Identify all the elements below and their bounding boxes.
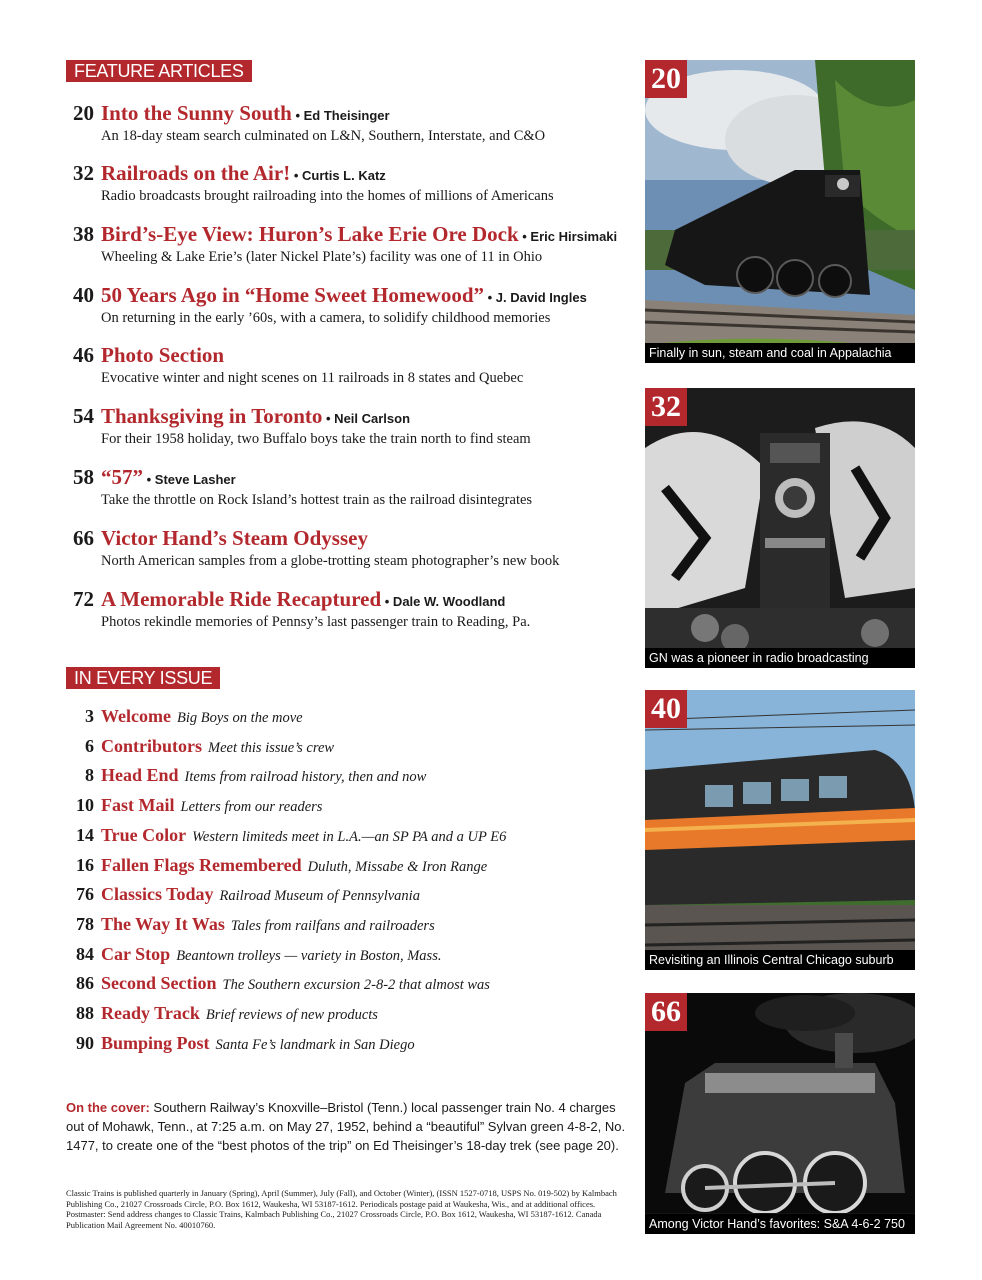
feature-desc: Evocative winter and night scenes on 11 railroads in 8 states and Quebec — [101, 370, 524, 386]
issue-title[interactable]: Car Stop — [101, 944, 171, 964]
photo-page-badge: 40 — [645, 690, 687, 728]
photo-caption: Finally in sun, steam and coal in Appalachia — [645, 343, 915, 363]
issue-desc: Railroad Museum of Pennsylvania — [219, 888, 420, 904]
feature-desc: Take the throttle on Rock Island’s hottest train as the railroad disintegrates — [101, 492, 533, 508]
feature-title[interactable]: 50 Years Ago in “Home Sweet Homewood” — [101, 283, 485, 307]
in-every-issue-label: IN EVERY ISSUE — [66, 667, 220, 689]
issue-title[interactable]: Bumping Post — [101, 1033, 210, 1053]
feature-author: • Ed Theisinger — [291, 108, 390, 123]
feature-desc: Photos rekindle memories of Pennsy’s last passenger train to Reading, Pa. — [101, 614, 531, 630]
feature-page: 54 — [73, 404, 94, 428]
steam-locomotive-image — [645, 60, 915, 363]
issue-page: 16 — [76, 855, 94, 875]
cover-text: Southern Railway’s Knoxville–Bristol (Tenn.) local passenger train No. 4 charges out of Mohawk, Tenn., at 7:25 a.m. on May 27, 1952, behind a “beautiful” Sylvan green 4-8-2, No. 1477, to create one of the “best photos of the trip” on Ed Theisinger’s 18-day trek (see page 20). — [66, 1100, 626, 1153]
feature-title[interactable]: Thanksgiving in Toronto — [101, 404, 323, 428]
issue-desc: Santa Fe’s landmark in San Diego — [215, 1037, 415, 1053]
issue-page: 3 — [85, 706, 94, 726]
photo-caption: Revisiting an Illinois Central Chicago suburb — [645, 950, 915, 970]
issue-title[interactable]: Ready Track — [101, 1003, 200, 1023]
issue-desc: Western limiteds meet in L.A.—an SP PA and a UP E6 — [192, 829, 507, 845]
feature-page: 66 — [73, 526, 94, 550]
issue-desc: Duluth, Missabe & Iron Range — [307, 859, 488, 875]
feature-title[interactable]: “57” — [101, 465, 143, 489]
issue-desc: Letters from our readers — [180, 799, 323, 815]
feature-desc: An 18-day steam search culminated on L&N, Southern, Interstate, and C&O — [101, 128, 546, 144]
photo-caption: Among Victor Hand’s favorites: S&A 4-6-2 750 — [645, 1214, 915, 1234]
photo-caption: GN was a pioneer in radio broadcasting — [645, 648, 915, 668]
issue-title[interactable]: Head End — [101, 765, 179, 785]
feature-title[interactable]: A Memorable Ride Recaptured — [101, 587, 382, 611]
issue-desc: Items from railroad history, then and now — [184, 769, 427, 785]
feature-title[interactable]: Into the Sunny South — [101, 101, 292, 125]
photo-page-badge: 20 — [645, 60, 687, 98]
photo-night-steam[interactable] — [645, 993, 915, 1234]
issue-page: 88 — [76, 1003, 94, 1023]
cover-lead: On the cover: — [66, 1100, 150, 1115]
feature-page: 40 — [73, 283, 94, 307]
feature-author: • Eric Hirsimaki — [518, 229, 618, 244]
cover-credit — [66, 1098, 626, 1155]
issue-desc: Brief reviews of new products — [205, 1007, 378, 1023]
feature-title[interactable]: Railroads on the Air! — [101, 161, 291, 185]
feature-title[interactable]: Bird’s-Eye View: Huron’s Lake Erie Ore Dock — [101, 222, 519, 246]
feature-articles-label: FEATURE ARTICLES — [66, 60, 252, 82]
issue-title[interactable]: Classics Today — [101, 884, 214, 904]
feature-title[interactable]: Photo Section — [101, 343, 225, 367]
feature-desc: For their 1958 holiday, two Buffalo boys take the train north to find steam — [101, 431, 531, 447]
issue-page: 90 — [76, 1033, 94, 1053]
feature-author: • Steve Lasher — [143, 472, 236, 487]
illinois-central-car-image — [645, 690, 915, 970]
feature-page: 20 — [73, 101, 94, 125]
photo-illinois-central[interactable] — [645, 690, 915, 970]
feature-desc: On returning in the early ’60s, with a camera, to solidify childhood memories — [101, 310, 551, 326]
photo-page-badge: 66 — [645, 993, 687, 1031]
photo-radio-broadcast[interactable] — [645, 388, 915, 668]
feature-desc: Wheeling & Lake Erie’s (later Nickel Plate’s) facility was one of 11 in Ohio — [101, 249, 543, 265]
issue-title[interactable]: The Way It Was — [101, 914, 225, 934]
issue-page: 84 — [76, 944, 94, 964]
issue-desc: Beantown trolleys — variety in Boston, Mass. — [176, 948, 442, 964]
feature-page: 46 — [73, 343, 94, 367]
issue-desc: The Southern excursion 2-8-2 that almost was — [222, 977, 490, 993]
issue-page: 10 — [76, 795, 94, 815]
photo-steam-appalachia[interactable] — [645, 60, 915, 363]
issue-desc: Big Boys on the move — [176, 710, 303, 726]
issue-page: 6 — [85, 736, 94, 756]
issue-page: 78 — [76, 914, 94, 934]
feature-author: • Curtis L. Katz — [290, 168, 386, 183]
issue-page: 8 — [85, 765, 94, 785]
feature-author: • Neil Carlson — [322, 411, 411, 426]
feature-desc: Radio broadcasts brought railroading into the homes of millions of Americans — [101, 188, 554, 204]
feature-page: 58 — [73, 465, 94, 489]
issue-title[interactable]: True Color — [101, 825, 187, 845]
feature-page: 38 — [73, 222, 94, 246]
feature-author: • J. David Ingles — [484, 290, 587, 305]
feature-page: 72 — [73, 587, 94, 611]
issue-title[interactable]: Second Section — [101, 973, 217, 993]
issue-desc: Tales from railfans and railroaders — [230, 918, 435, 934]
issue-page: 14 — [76, 825, 94, 845]
issue-desc: Meet this issue’s crew — [208, 740, 335, 756]
feature-author: • Dale W. Woodland — [381, 594, 506, 609]
publication-notice: Classic Trains is published quarterly in January (Spring), April (Summer), July (Fall), and October (Winter), (ISSN 1527-0718, USPS No. 019-502) by Kalmbach Publishing Co., 21027 Crossroads Circle, P.O. Box 1612, Waukesha, WI 53187-1612. Periodicals postage paid at Waukesha, Wis., and at additional offices. Postmaster: Send address changes to Classic Trains, Kalmbach Publishing Co., 21027 Crossroads Circle, P.O. Box 1612, Waukesha, WI 53187-1612. Canada Publication Mail Agreement No. 40010760. — [66, 1188, 617, 1230]
feature-desc: North American samples from a globe-trotting steam photographer’s new book — [101, 553, 560, 569]
issue-page: 86 — [76, 973, 94, 993]
photo-page-badge: 32 — [645, 388, 687, 426]
issue-title[interactable]: Fallen Flags Remembered — [101, 855, 302, 875]
feature-page: 32 — [73, 161, 94, 185]
issue-title[interactable]: Welcome — [101, 706, 171, 726]
issue-page: 76 — [76, 884, 94, 904]
feature-title[interactable]: Victor Hand’s Steam Odyssey — [101, 526, 368, 550]
issue-title[interactable]: Fast Mail — [101, 795, 175, 815]
radio-broadcast-image — [645, 388, 915, 668]
issue-title[interactable]: Contributors — [101, 736, 203, 756]
